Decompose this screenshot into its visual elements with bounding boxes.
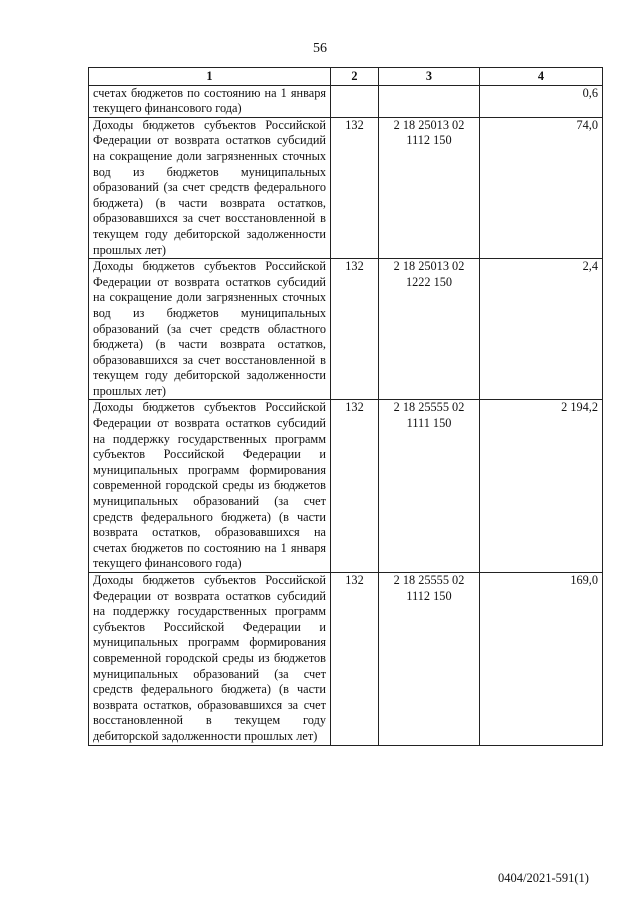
table-row [89, 117, 603, 258]
row-admin-code: 132 [331, 400, 379, 573]
budget-revenue-table [88, 67, 603, 746]
row-amount: 2 194,2 [480, 400, 603, 573]
row-amount: 169,0 [480, 573, 603, 746]
row-admin-code: 132 [331, 573, 379, 746]
table-header-row [89, 68, 603, 86]
row-budget-code: 2 18 25013 02 1222 150 [379, 259, 480, 400]
row-budget-code: 2 18 25013 02 1112 150 [379, 117, 480, 258]
document-registration-number: 0404/2021-591(1) [498, 871, 589, 885]
column-header-2: 2 [331, 68, 379, 86]
row-budget-code: 2 18 25555 02 1111 150 [379, 400, 480, 573]
column-header-3: 3 [379, 68, 480, 86]
row-admin-code: 132 [331, 117, 379, 258]
row-description: Доходы бюджетов субъектов Российской Федерации от возврата остатков субсидий на сокращение доли загрязненных сточных вод из бюджетов муниципальных образований (за счет средств областного бюджета) (в части возврата остатков, образовавшихся за счет восстановленной в текущем году дебиторской задолженности прошлых лет) [89, 259, 331, 400]
table-row [89, 400, 603, 573]
table-row [89, 573, 603, 746]
column-header-4: 4 [480, 68, 603, 86]
row-description: Доходы бюджетов субъектов Российской Федерации от возврата остатков субсидий на поддержку государственных программ субъектов Российской Федерации и муниципальных программ формирования современной городской среды из бюджетов муниципальных образований (за счет средств федерального бюджета) (в части возврата остатков, образовавшихся на счетах бюджетов по состоянию на 1 января текущего финансового года) [89, 400, 331, 573]
table-row [89, 85, 603, 117]
row-description: Доходы бюджетов субъектов Российской Федерации от возврата остатков субсидий на сокращение доли загрязненных сточных вод из бюджетов муниципальных образований (за счет средств федерального бюджета) (в части возврата остатков, образовавшихся за счет восстановленной в текущем году дебиторской задолженности прошлых лет) [89, 117, 331, 258]
row-amount: 0,6 [480, 85, 603, 117]
row-amount: 74,0 [480, 117, 603, 258]
page-number: 56 [313, 41, 327, 56]
row-description: Доходы бюджетов субъектов Российской Федерации от возврата остатков субсидий на поддержку государственных программ субъектов Российской Федерации и муниципальных программ формирования современной городской среды из бюджетов муниципальных образований (за счет средств федерального бюджета) (в части возврата остатков, образовавшихся за счет восстановленной в текущем году дебиторской задолженности прошлых лет) [89, 573, 331, 746]
row-admin-code [331, 85, 379, 117]
column-header-1: 1 [89, 68, 331, 86]
row-amount: 2,4 [480, 259, 603, 400]
row-admin-code: 132 [331, 259, 379, 400]
row-budget-code [379, 85, 480, 117]
table-row [89, 259, 603, 400]
row-budget-code: 2 18 25555 02 1112 150 [379, 573, 480, 746]
row-description: счетах бюджетов по состоянию на 1 января текущего финансового года) [89, 85, 331, 117]
